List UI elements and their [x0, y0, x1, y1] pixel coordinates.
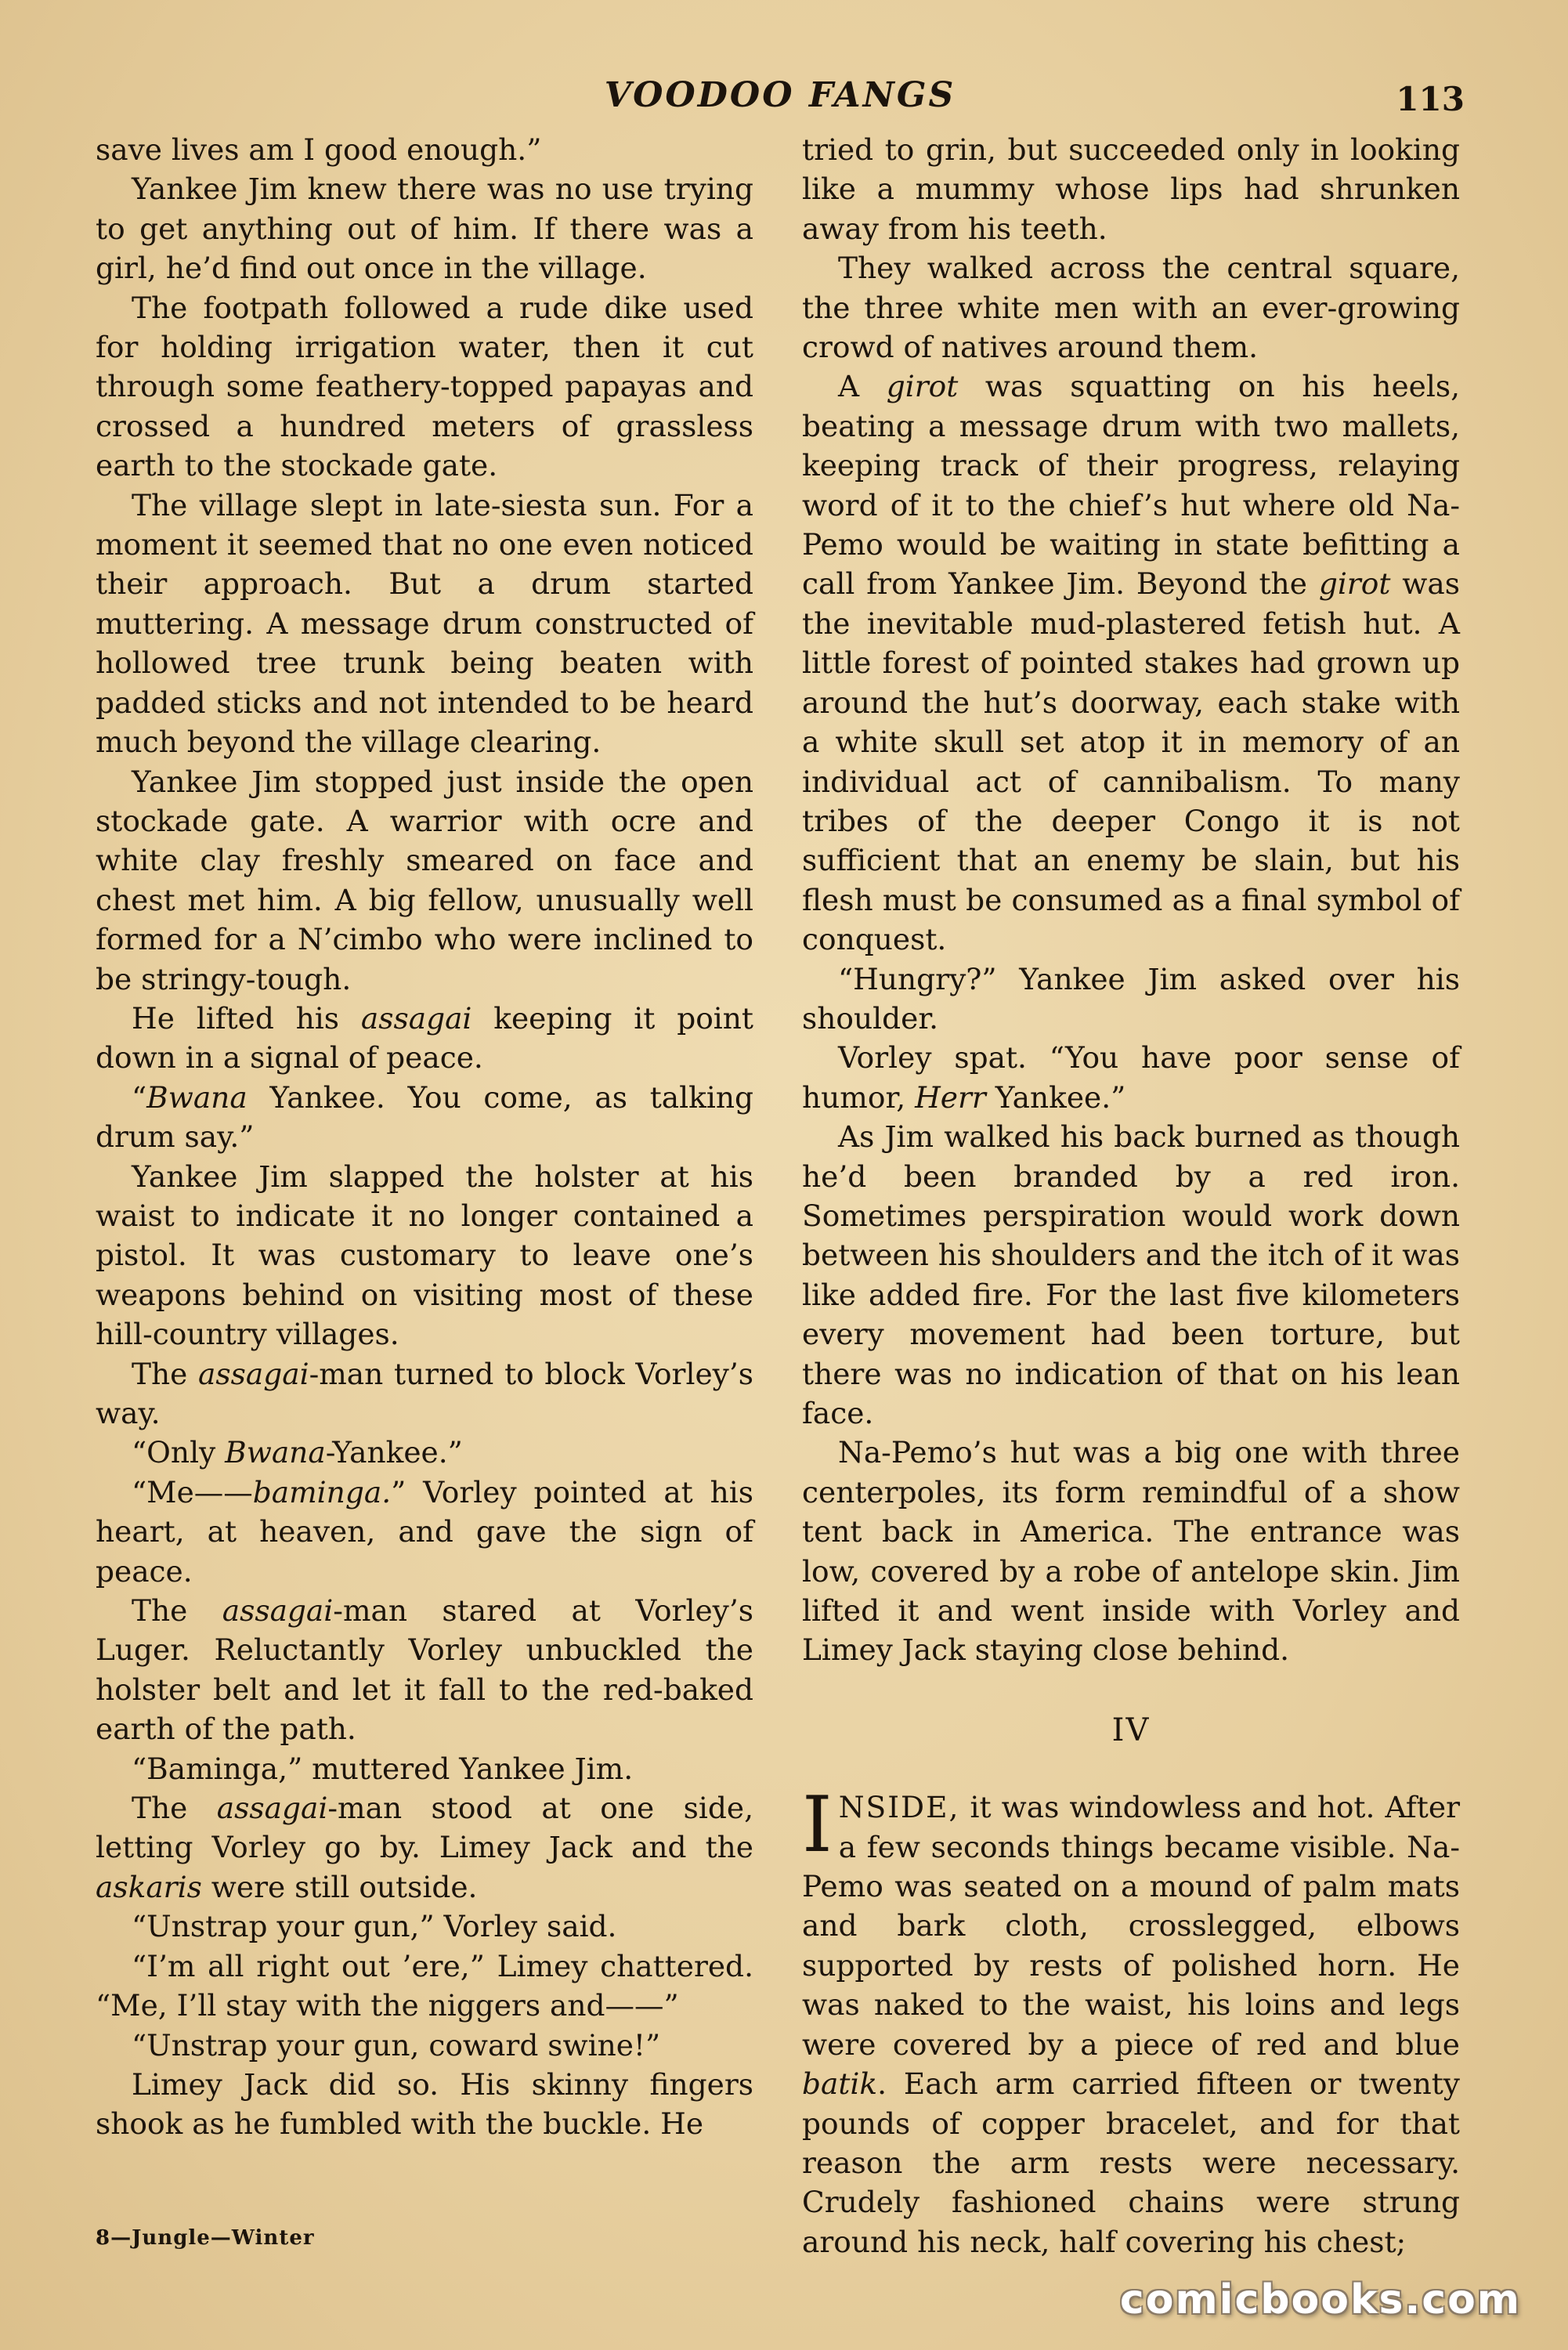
running-title: VOODOO FANGS	[604, 75, 956, 115]
paragraph-text: it was windowless and hot. After a few seconds things became visible. Na-Pemo was seated on a mound of palm mats and bark cloth, crosslegged, elbows supported by rests of polished horn. He was naked to the waist, his loins and legs were covered by a piece of red and blue batik. Each arm carried fifteen or twenty pounds of copper bracelet, and for that reason the arm rests were necessary. Crudely fashioned chains were strung around his neck, half covering his chest;	[802, 1790, 1460, 2259]
paragraph: “Me——baminga.” Vorley pointed at his heart, at heaven, and gave the sign of peace.	[96, 1474, 753, 1589]
paragraph: The footpath followed a rude dike used for holding irrigation water, then it cut through some feathery-topped papayas and crossed a hundred meters of grassless earth to the stockade gate.	[96, 290, 753, 483]
paragraph: They walked across the central square, the three white men with an ever-growing crowd of natives around them.	[802, 251, 1460, 365]
paragraph: A girot was squatting on his heels, beating a message drum with two mallets, keeping track of their progress, relaying word of it to the chief’s hut where old Na-Pemo would be waiting in state befitting a call from Yankee Jim. Beyond the girot was the inevitable mud-plastered fetish hut. A little forest of pointed stakes had grown up around the hut’s doorway, each stake with a white skull set atop it in memory of an individual act of cannibalism. To many tribes of the deeper Congo it is not sufficient that an enemy be slain, but his flesh must be consumed as a final symbol of conquest.	[802, 369, 1461, 957]
section-opening-paragraph	[802, 1781, 1460, 2261]
page-number: 113	[1396, 80, 1465, 118]
signature-mark: 8—Jungle—Winter	[96, 2226, 315, 2250]
paragraph: “Unstrap your gun, coward swine!”	[132, 2027, 661, 2063]
paragraph: Vorley spat. “You have poor sense of humor, Herr Yankee.”	[802, 1040, 1460, 1115]
drop-cap: I	[802, 1781, 833, 1871]
paragraph: Na-Pemo’s hut was a big one with three centerpoles, its form remindful of a show tent back in America. The entrance was low, covered by a robe of antelope skin. Jim lifted it and went inside with Vorley and Limey Jack staying close behind.	[802, 1435, 1460, 1668]
watermark: comicbooks.com	[1119, 2276, 1521, 2323]
right-column	[802, 130, 1460, 2261]
paragraph: As Jim walked his back burned as though he’d been branded by a red iron. Sometimes perspiration would work down between his shoulders and the itch of it was like added fire. For the last five kilometers every movement had been torture, but there was no indication of that on his lean face.	[802, 1119, 1460, 1430]
paragraph: The village slept in late-siesta sun. For a moment it seemed that no one even noticed their approach. But a drum started muttering. A message drum constructed of hollowed tree trunk being beaten with padded sticks and not intended to be heard much beyond the village clearing.	[96, 487, 753, 760]
paragraph: “Only Bwana-Yankee.”	[132, 1435, 463, 1470]
paragraph: Limey Jack did so. His skinny fingers shook as he fumbled with the buckle. He	[96, 2066, 753, 2142]
paragraph: The assagai-man stood at one side, letting Vorley go by. Limey Jack and the askaris were still outside.	[96, 1791, 753, 1904]
paragraph: “Bwana Yankee. You come, as talking drum say.”	[96, 1079, 753, 1155]
paragraph: “I’m all right out ’ere,” Limey chattered. “Me, I’ll stay with the niggers and——”	[96, 1948, 753, 2023]
paragraph: “Baminga,” muttered Yankee Jim.	[132, 1751, 634, 1786]
paragraph: Yankee Jim knew there was no use trying to get anything out of him. If there was a girl, he’d find out once in the village.	[96, 172, 753, 286]
lead-in-word: NSIDE,	[838, 1790, 960, 1825]
section-heading: IV	[1111, 1712, 1151, 1748]
paragraph: The assagai-man stared at Vorley’s Luger. Reluctantly Vorley unbuckled the holster belt and let it fall to the red-baked earth of the path.	[96, 1593, 753, 1747]
paragraph: The assagai-man turned to block Vorley’s way.	[96, 1356, 753, 1430]
paragraph: Yankee Jim slapped the holster at his waist to indicate it no longer contained a pistol. It was customary to leave one’s weapons behind on visiting most of these hill-country villages.	[96, 1159, 753, 1352]
paragraph: Yankee Jim stopped just inside the open stockade gate. A warrior with ocre and white clay freshly smeared on face and chest met him. A big fellow, unusually well formed for a N’cimbo who were inclined to be stringy-tough.	[96, 764, 753, 996]
paragraph: “Unstrap your gun,” Vorley said.	[132, 1909, 617, 1944]
paragraph: He lifted his assagai keeping it point down in a signal of peace.	[96, 1000, 753, 1076]
left-column	[96, 130, 753, 2144]
paragraph: tried to grin, but succeeded only in looking like a mummy whose lips had shrunken away from his teeth.	[802, 132, 1460, 246]
paragraph: “Hungry?” Yankee Jim asked over his shoulder.	[802, 961, 1460, 1036]
page-header	[96, 75, 1465, 122]
paragraph: save lives am I good enough.”	[96, 132, 542, 167]
